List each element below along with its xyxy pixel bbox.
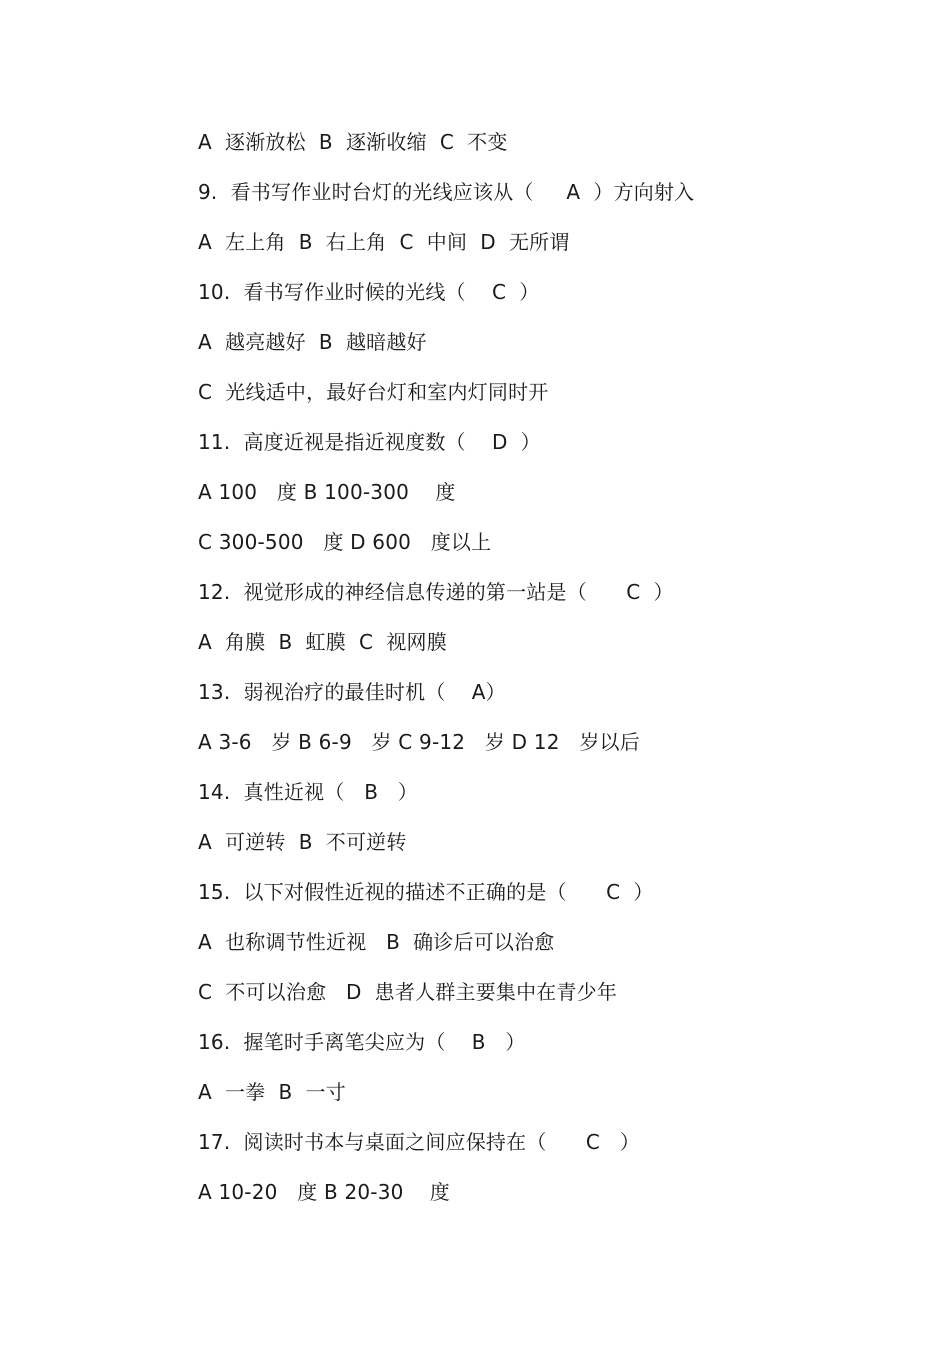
option-line-9: A 左上角 B 右上角 C 中间 D 无所谓 [198, 230, 570, 254]
option-line-12: A 角膜 B 虹膜 C 视网膜 [198, 630, 447, 654]
question-17: 17. 阅读时书本与桌面之间应保持在（ C ） [198, 1130, 640, 1154]
option-line-14: A 可逆转 B 不可逆转 [198, 830, 407, 854]
question-12: 12. 视觉形成的神经信息传递的第一站是（ C ） [198, 580, 674, 604]
question-10: 10. 看书写作业时候的光线（ C ） [198, 280, 540, 304]
option-line-13: A 3-6 岁 B 6-9 岁 C 9-12 岁 D 12 岁以后 [198, 730, 640, 754]
document-body [198, 117, 898, 1217]
option-line-10a: A 越亮越好 B 越暗越好 [198, 330, 427, 354]
question-16: 16. 握笔时手离笔尖应为（ B ） [198, 1030, 526, 1054]
option-line-11a: A 100 度 B 100-300 度 [198, 480, 456, 504]
option-line-15b: C 不可以治愈 D 患者人群主要集中在青少年 [198, 980, 618, 1004]
question-13: 13. 弱视治疗的最佳时机（ A） [198, 680, 506, 704]
option-line-10b: C 光线适中，最好台灯和室内灯同时开 [198, 380, 549, 404]
option-line-8: A 逐渐放松 B 逐渐收缩 C 不变 [198, 130, 508, 154]
option-line-11b: C 300-500 度 D 600 度以上 [198, 530, 492, 554]
question-11: 11. 高度近视是指近视度数（ D ） [198, 430, 541, 454]
question-15: 15. 以下对假性近视的描述不正确的是（ C ） [198, 880, 654, 904]
option-line-15a: A 也称调节性近视 B 确诊后可以治愈 [198, 930, 555, 954]
option-line-16: A 一拳 B 一寸 [198, 1080, 346, 1104]
question-14: 14. 真性近视（ B ） [198, 780, 418, 804]
question-9: 9. 看书写作业时台灯的光线应该从（ A ）方向射入 [198, 180, 695, 204]
option-line-17: A 10-20 度 B 20-30 度 [198, 1180, 451, 1204]
